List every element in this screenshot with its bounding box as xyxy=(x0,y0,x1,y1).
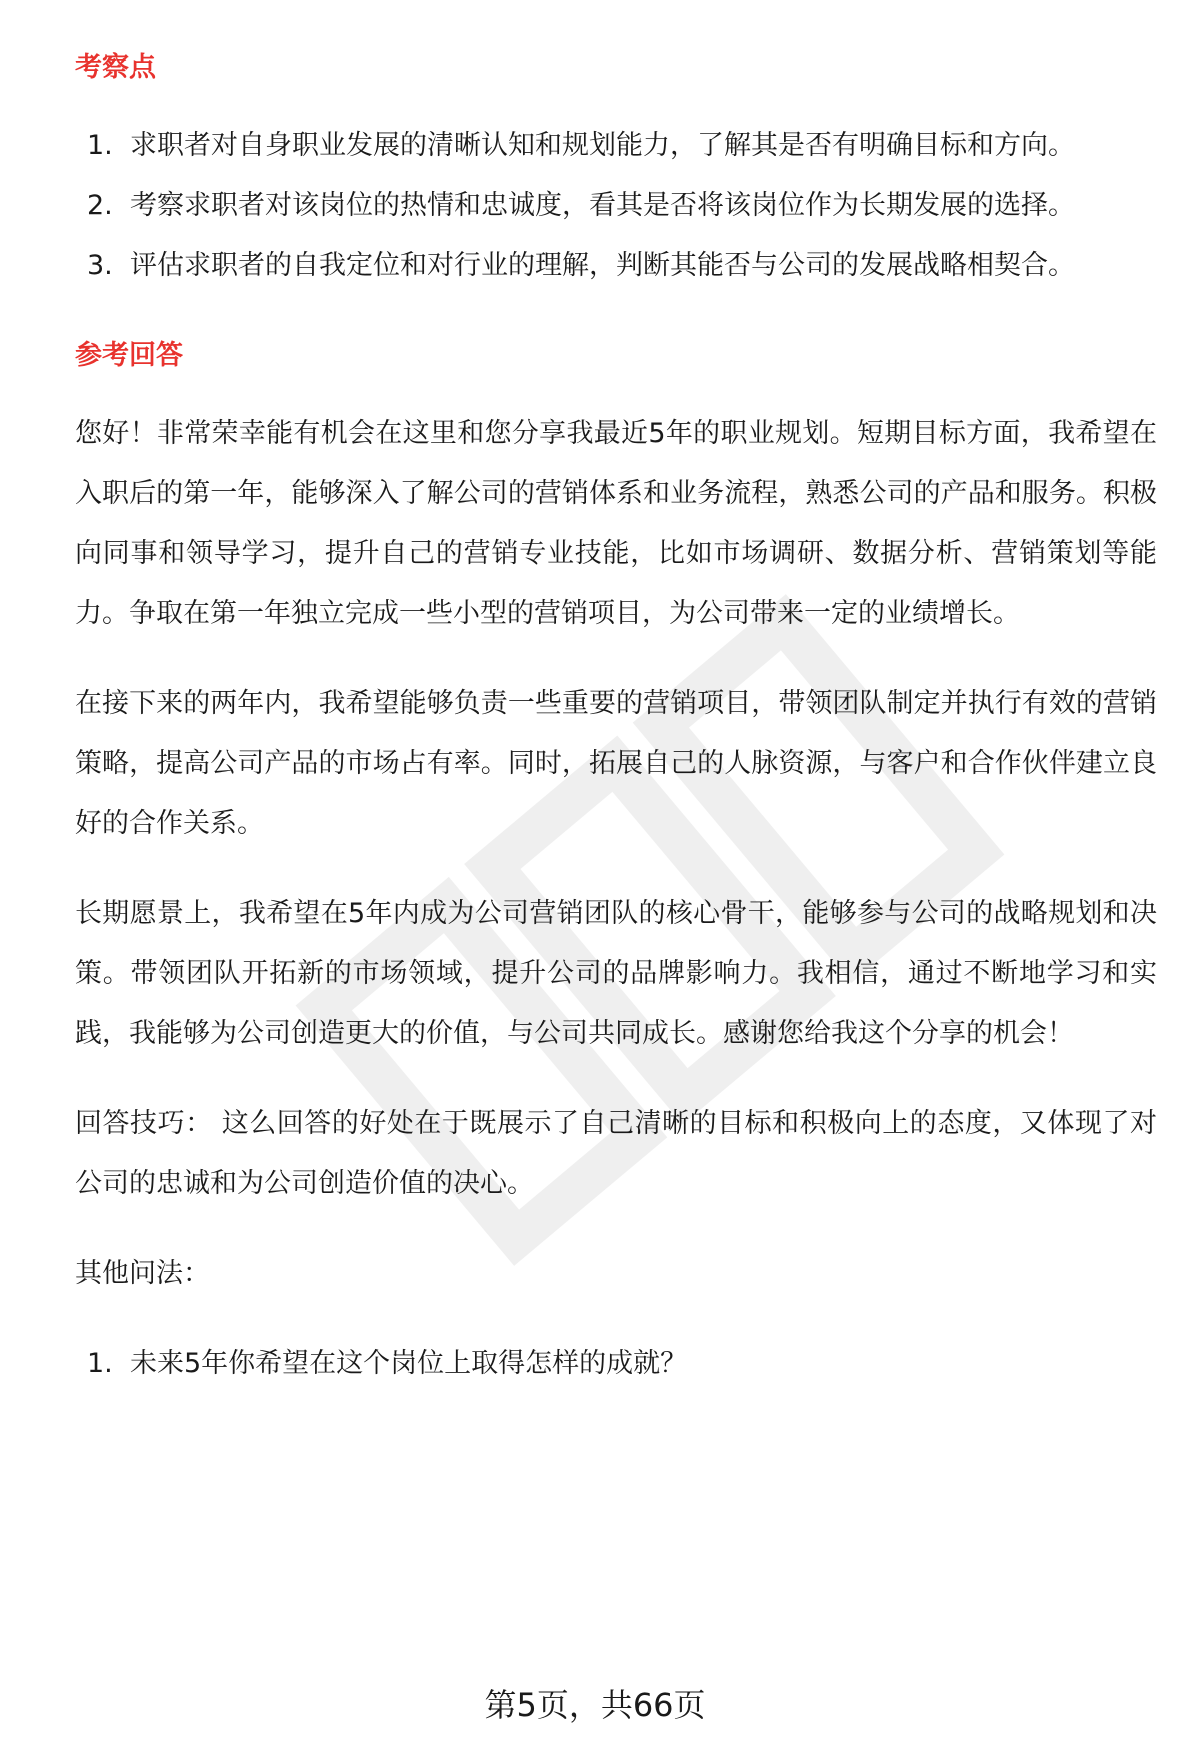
answer-paragraph: 长期愿景上，我希望在5年内成为公司营销团队的核心骨干，能够参与公司的战略规划和决策。带领团队开拓新的市场领域，提升公司的品牌影响力。我相信，通过不断地学习和实践，我能够为公司创造更大的价值，与公司共同成长。感谢您给我这个分享的机会！ xyxy=(75,898,1157,1049)
main-content xyxy=(75,38,1157,1394)
section-heading-reference-answer: 参考回答 xyxy=(75,340,183,371)
answer-paragraph: 您好！非常荣幸能有机会在这里和您分享我最近5年的职业规划。短期目标方面，我希望在入职后的第一年，能够深入了解公司的营销体系和业务流程，熟悉公司的产品和服务。积极向同事和领导学习，提升自己的营销专业技能，比如市场调研、数据分析、营销策划等能力。争取在第一年独立完成一些小型的营销项目，为公司带来一定的业绩增长。 xyxy=(75,418,1157,629)
page-number: 第5页，共66页 xyxy=(484,1686,706,1724)
other-questions-label: 其他问法： xyxy=(75,1258,210,1289)
list-item xyxy=(75,176,1157,236)
list-item xyxy=(75,116,1157,176)
list-number: 1. xyxy=(87,130,113,161)
list-item xyxy=(75,236,1157,296)
answer-paragraph: 在接下来的两年内，我希望能够负责一些重要的营销项目，带领团队制定并执行有效的营销策略，提高公司产品的市场占有率。同时，拓展自己的人脉资源，与客户和合作伙伴建立良好的合作关系。 xyxy=(75,688,1157,839)
list-item xyxy=(75,1334,1157,1394)
list-item-text: 未来5年你希望在这个岗位上取得怎样的成就？ xyxy=(130,1348,688,1379)
list-number: 3. xyxy=(87,250,113,281)
list-number: 2. xyxy=(87,190,113,221)
list-item-text: 求职者对自身职业发展的清晰认知和规划能力，了解其是否有明确目标和方向。 xyxy=(130,130,1075,161)
section-heading-exam-points: 考察点 xyxy=(75,52,156,83)
list-number: 1. xyxy=(87,1348,113,1379)
other-questions-list xyxy=(75,1334,1157,1394)
list-item-text: 评估求职者的自我定位和对行业的理解，判断其能否与公司的发展战略相契合。 xyxy=(130,250,1075,281)
list-item-text: 考察求职者对该岗位的热情和忠诚度，看其是否将该岗位作为长期发展的选择。 xyxy=(130,190,1075,221)
exam-points-list xyxy=(75,116,1157,296)
answer-tips: 回答技巧： 这么回答的好处在于既展示了自己清晰的目标和积极向上的态度，又体现了对公司的忠诚和为公司创造价值的决心。 xyxy=(75,1108,1157,1199)
